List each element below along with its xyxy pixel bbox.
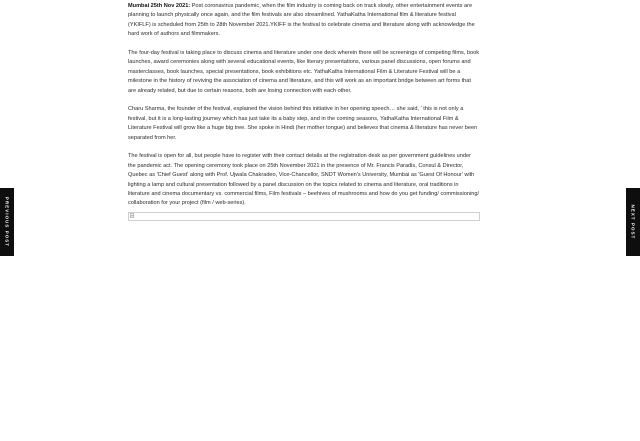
dateline: Mumbai 25th Nov 2021:	[128, 3, 191, 9]
broken-image-icon	[130, 213, 134, 218]
paragraph-2: The four-day festival is taking place to discuss cinema and literature under one deck wherein there will be screenings of competing films, book launches, award ceremonies along with several educational events, like literary presentations, various panel discussions, open forums and masterclasses, book launches, special presentations, book exhibitions etc. YathaKatha International Film & Literature Festival will be a milestone in the history of reviving the association of cinema and literature, and this will work as an important bridge between art forms that are already related, but due to certain reasons, both are losing connection with each other.	[128, 50, 480, 94]
next-post-button[interactable]	[626, 188, 640, 256]
previous-post-button[interactable]	[0, 188, 14, 256]
article-image	[128, 212, 480, 221]
paragraph-4: The festival is open for all, but people have to register with their contact details at the registration desk as per government guidelines under the pandemic act. The opening ceremony took place on 25th November 2021 in the presence of Mr. Francis Paradis, Consul & Director, Quebec as 'Chief Guest' along with Prof. Ujwala Chakradeo, Vice-Chancellor, SNDT Women's University, Mumbai as 'Guest Of Honour' with lighting a lamp and cultural presentation followed by a panel discussion on the topics related to cinema and literature, oral traditions in literature and cinema documentary vs. commercial films, Film festivals – beehives of mushrooms and how do you get funding/ commissioning/ collaboration for your project (film / web-series).	[128, 153, 480, 207]
next-post-label: NEXT POST	[630, 204, 636, 240]
previous-post-label: PREVIOUS POST	[4, 196, 10, 248]
paragraph-3: Charu Sharma, the founder of the festival, explained the vision behind this initiative in her opening speech… she said, ' this is not only a festival, but it is a long-lasting journey which has just take its a baby step, and in the coming seasons, YathaKatha International Film & Literature Festival will grow like a huge big tree. She spoke in Hindi (her mother tongue) and believes that cinema & literature has never been separated from her.	[128, 106, 478, 141]
article-body	[128, 2, 480, 218]
paragraph-1-text: Post coronavirus pandemic, when the film industry is coming back on track slowly, other entertainment events are planning to launch physically once again, and the film festivals are also streamlined. YathaKatha International film & literature festival (YKIFLF) is scheduled from 25th to 28th November 2021.YKIFF is the festival to celebrate cinema and literature along with acknowledge the hard work of authors and filmmakers.	[128, 3, 475, 38]
paragraph-1	[128, 2, 480, 40]
